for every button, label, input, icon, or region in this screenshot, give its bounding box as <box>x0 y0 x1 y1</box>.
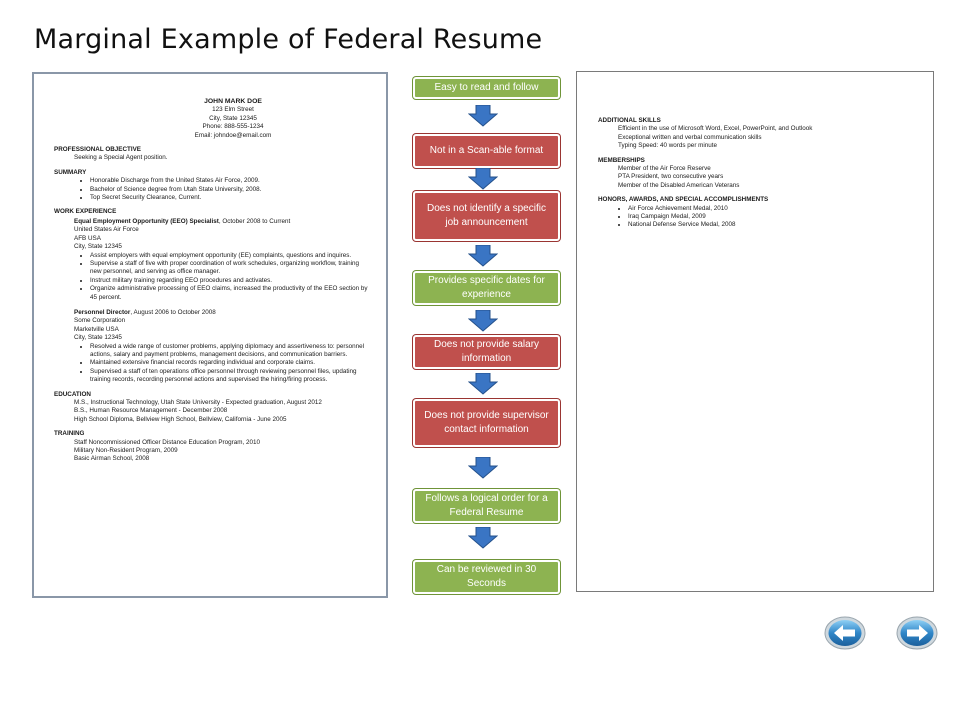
training-line: Military Non-Resident Program, 2009 <box>74 447 178 455</box>
membership-line: Member of the Disabled American Veterans <box>618 181 740 189</box>
flow-box-reviewed-30-seconds: Can be reviewed in 30 Seconds <box>413 560 560 594</box>
job-dates: , October 2008 to Current <box>218 217 291 225</box>
resume-address-line: City, State 12345 <box>209 114 257 122</box>
membership-line: Member of the Air Force Reserve <box>618 165 711 173</box>
list-item: • Assist employers with equal employment opportunity (EE) complaints, questions and inquires. <box>90 252 372 260</box>
summary-list <box>54 177 372 202</box>
flow-box-logical-order: Follows a logical order for a Federal Resume <box>413 489 560 523</box>
job-title-line <box>54 309 372 317</box>
resume-email: Email: johndoe@email.com <box>194 131 272 139</box>
list-item: • Honorable Discharge from the United States Air Force, 2009. <box>90 177 372 185</box>
education-line: High School Diploma, Bellview High School, Bellview, California - June 2005 <box>74 415 287 423</box>
down-arrow-icon <box>468 105 498 127</box>
flow-box-no-job-announcement: Does not identify a specific job announcement <box>413 191 560 241</box>
list-item: • Supervised a staff of ten operations office personnel through reviewing personnel files, updating training records, recording personnel actions and supervised the hiring/firing process. <box>90 368 372 385</box>
slide-title: Marginal Example of Federal Resume <box>34 24 543 55</box>
flow-box-easy-to-read: Easy to read and follow <box>413 77 560 99</box>
list-item: • Resolved a wide range of customer problems, applying diplomacy and assertiveness to: personnel actions, salary and payment problems, management decisions, and communication barriers. <box>90 343 372 360</box>
flow-box-no-salary: Does not provide salary information <box>413 335 560 369</box>
education-line: M.S., Instructional Technology, Utah State University - Expected graduation, August 2012 <box>74 399 322 406</box>
list-item: • Instruct military training regarding EEO procedures and activates. <box>90 277 372 285</box>
job-title-line <box>54 218 372 226</box>
job-org: Some Corporation <box>74 317 126 325</box>
list-item: • Iraq Campaign Medal, 2009 <box>628 213 918 221</box>
list-item: • Supervise a staff of five with proper coordination of work schedules, organizing workflow, training new personnel, and serving as office manager. <box>90 260 372 277</box>
down-arrow-icon <box>468 527 498 549</box>
resume-page-2 <box>576 71 934 592</box>
resume-header <box>94 98 372 140</box>
section-heading: TRAINING <box>54 430 85 438</box>
down-arrow-icon <box>468 457 498 479</box>
job-place: Marketville USA <box>74 325 119 333</box>
job-org: United States Air Force <box>74 226 139 234</box>
section-heading: EDUCATION <box>54 390 91 398</box>
job-duties-list <box>54 252 372 302</box>
section-heading: ADDITIONAL SKILLS <box>598 117 661 124</box>
section-heading: PROFESSIONAL OBJECTIVE <box>54 146 142 154</box>
flow-box-not-scannable: Not in a Scan-able format <box>413 134 560 168</box>
skills-line: Typing Speed: 40 words per minute <box>618 142 718 150</box>
list-item: • Maintained extensive financial records regarding individual and corporate claims. <box>90 359 372 367</box>
job-title: Personnel Director <box>74 308 131 316</box>
job-duties-list <box>54 343 372 385</box>
section-heading: HONORS, AWARDS, AND SPECIAL ACCOMPLISHMENTS <box>598 196 769 204</box>
skills-line: Efficient in the use of Microsoft Word, Excel, PowerPoint, and Outlook <box>618 125 813 133</box>
section-heading: MEMBERSHIPS <box>598 156 645 164</box>
honors-list <box>598 205 918 230</box>
job-city: City, State 12345 <box>74 243 122 251</box>
down-arrow-icon <box>468 373 498 395</box>
list-item: • National Defense Service Medal, 2008 <box>628 221 918 229</box>
down-arrow-icon <box>468 245 498 267</box>
back-arrow-icon[interactable] <box>824 616 866 650</box>
resume-address-line: 123 Elm Street <box>212 106 254 114</box>
resume-phone: Phone: 888-555-1234 <box>202 123 264 131</box>
flow-box-no-supervisor-contact: Does not provide supervisor contact information <box>413 399 560 447</box>
skills-line: Exceptional written and verbal communication skills <box>618 133 762 141</box>
list-item: • Organize administrative processing of EEO claims, increased the productivity of the EEO section by 45 percent. <box>90 285 372 302</box>
job-dates: , August 2006 to October 2008 <box>130 308 216 316</box>
membership-line: PTA President, two consecutive years <box>618 173 724 181</box>
list-item: • Bachelor of Science degree from Utah State University, 2008. <box>90 186 372 194</box>
education-line: B.S., Human Resource Management - December 2008 <box>74 407 228 415</box>
training-line: Basic Airman School, 2008 <box>74 455 150 463</box>
forward-arrow-icon[interactable] <box>896 616 938 650</box>
section-heading: SUMMARY <box>54 168 87 176</box>
job-city: City, State 12345 <box>74 334 122 342</box>
resume-name: JOHN MARK DOE <box>204 98 262 105</box>
down-arrow-icon <box>468 310 498 332</box>
list-item: • Top Secret Security Clearance, Current. <box>90 194 372 202</box>
training-line: Staff Noncommissioned Officer Distance Education Program, 2010 <box>74 438 260 446</box>
down-arrow-icon <box>468 168 498 190</box>
resume-page-1 <box>32 72 388 598</box>
flow-box-specific-dates: Provides specific dates for experience <box>413 271 560 305</box>
list-item: • Air Force Achievement Medal, 2010 <box>628 205 918 213</box>
objective-text: Seeking a Special Agent position. <box>74 154 168 162</box>
job-place: AFB USA <box>74 234 101 242</box>
section-heading: WORK EXPERIENCE <box>54 208 117 216</box>
job-title: Equal Employment Opportunity (EEO) Specialist <box>74 217 219 225</box>
